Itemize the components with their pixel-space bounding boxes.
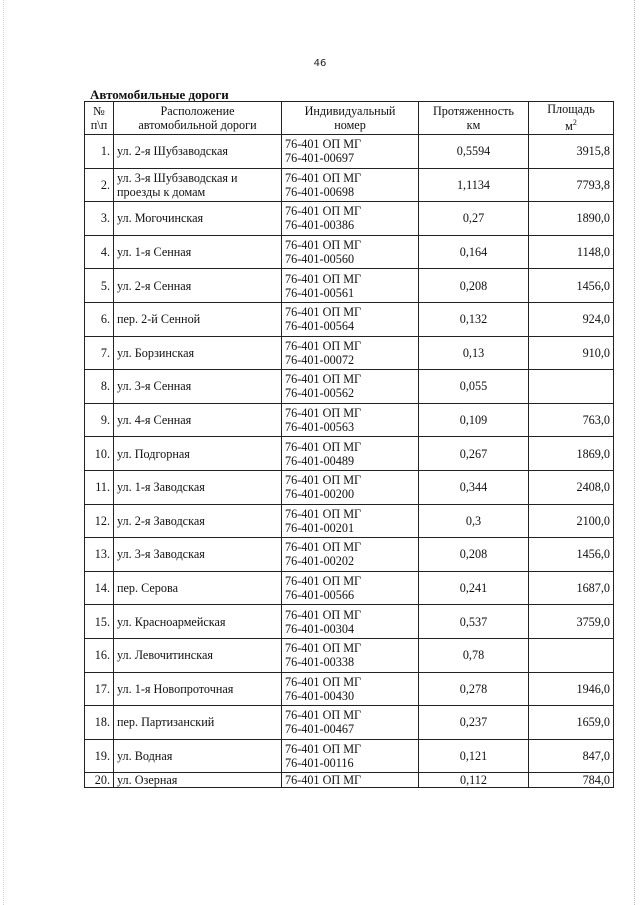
location-line1: ул. Борзинская: [117, 345, 195, 360]
row-number: 17.: [94, 681, 110, 696]
area-value: 1659,0: [576, 715, 610, 730]
cell-length: [419, 403, 529, 437]
cell-number: [85, 437, 114, 471]
id-line1: 76-401 ОП МГ: [285, 238, 362, 253]
table-row: [85, 202, 614, 236]
cell-area: [529, 269, 614, 303]
area-value: 924,0: [582, 312, 610, 327]
length-value: 0,208: [459, 278, 488, 293]
cell-length: [419, 135, 529, 169]
cell-length: [419, 336, 529, 370]
row-number: 15.: [94, 614, 110, 629]
header-length: [419, 102, 529, 135]
row-number: 10.: [94, 446, 110, 461]
table-row: [85, 235, 614, 269]
cell-id: [282, 202, 419, 236]
cell-area: [529, 605, 614, 639]
location-line1: ул. 2-я Шубзаводская: [117, 144, 228, 159]
header-length-line2: км: [466, 118, 481, 132]
id-line1: 76-401 ОП МГ: [285, 271, 362, 286]
cell-id: [282, 336, 419, 370]
id-line2: 76-401-00116: [285, 755, 354, 770]
header-id-line1: Индивидуальный: [304, 104, 396, 118]
id-line2: 76-401-00201: [285, 520, 355, 535]
id-line2: 76-401-00467: [285, 722, 355, 737]
cell-number: [85, 538, 114, 572]
cell-location: [114, 773, 282, 788]
cell-location: [114, 269, 282, 303]
cell-number: [85, 168, 114, 202]
length-value: 0,208: [459, 547, 488, 562]
cell-id: [282, 168, 419, 202]
header-location-line1: Расположение: [160, 104, 235, 118]
cell-length: [419, 773, 529, 788]
cell-id: [282, 571, 419, 605]
table-row: [85, 504, 614, 538]
cell-area: [529, 739, 614, 773]
location-line1: ул. 4-я Сенная: [117, 413, 192, 428]
area-value: 1148,0: [576, 245, 610, 260]
row-number: 6.: [100, 312, 110, 327]
length-value: 0,121: [459, 748, 488, 763]
cell-location: [114, 135, 282, 169]
scan-edge-right: [633, 0, 635, 905]
cell-area: [529, 571, 614, 605]
area-value: 3915,8: [576, 144, 610, 159]
cell-location: [114, 672, 282, 706]
id-line2: 76-401-00566: [285, 588, 355, 603]
table-row: [85, 739, 614, 773]
cell-length: [419, 739, 529, 773]
cell-id: [282, 470, 419, 504]
cell-number: [85, 370, 114, 404]
location-line1: ул. 3-я Сенная: [117, 379, 192, 394]
location-line1: ул. Могочинская: [117, 211, 204, 226]
scan-edge-left: [3, 0, 5, 905]
id-line2: 76-401-00564: [285, 319, 355, 334]
table-row: [85, 470, 614, 504]
row-number: 7.: [100, 345, 110, 360]
row-number: 19.: [94, 748, 110, 763]
location-line1: ул. Красноармейская: [117, 614, 226, 629]
cell-id: [282, 739, 419, 773]
cell-number: [85, 202, 114, 236]
cell-number: [85, 403, 114, 437]
cell-area: [529, 672, 614, 706]
table-row: [85, 773, 614, 788]
header-num: [85, 102, 114, 135]
cell-length: [419, 302, 529, 336]
id-line1: 76-401 ОП МГ: [285, 741, 362, 756]
cell-number: [85, 638, 114, 672]
header-location-line2: автомобильной дороги: [138, 118, 257, 132]
header-area-unit: м: [565, 119, 573, 134]
location-line1: ул. 1-я Сенная: [117, 245, 192, 260]
cell-area: [529, 504, 614, 538]
length-value: 0,27: [462, 211, 485, 226]
cell-area: [529, 235, 614, 269]
area-value: 7793,8: [576, 177, 610, 192]
cell-length: [419, 202, 529, 236]
id-line1: 76-401 ОП МГ: [285, 607, 362, 622]
cell-area: [529, 638, 614, 672]
area-value: 3759,0: [576, 614, 610, 629]
id-line1: 76-401 ОП МГ: [285, 204, 362, 219]
length-value: 0,055: [459, 379, 488, 394]
id-line1: 76-401 ОП МГ: [285, 674, 362, 689]
area-value: 1687,0: [576, 581, 610, 596]
length-value: 0,267: [459, 446, 488, 461]
cell-id: [282, 135, 419, 169]
row-number: 13.: [94, 547, 110, 562]
cell-length: [419, 370, 529, 404]
location-line1: ул. 2-я Заводская: [117, 513, 205, 528]
id-line2: 76-401-00338: [285, 655, 355, 670]
cell-area: [529, 437, 614, 471]
cell-length: [419, 538, 529, 572]
length-value: 0,112: [460, 773, 487, 788]
cell-location: [114, 504, 282, 538]
row-number: 9.: [100, 413, 110, 428]
table-row: [85, 437, 614, 471]
id-line1: 76-401 ОП МГ: [285, 305, 362, 320]
id-line2: 76-401-00561: [285, 285, 355, 300]
cell-length: [419, 672, 529, 706]
cell-location: [114, 168, 282, 202]
table-row: [85, 269, 614, 303]
area-value: 1946,0: [576, 681, 610, 696]
cell-location: [114, 437, 282, 471]
header-num-line1: №: [93, 104, 105, 118]
cell-location: [114, 538, 282, 572]
table-row: [85, 370, 614, 404]
cell-number: [85, 605, 114, 639]
row-number: 8.: [100, 379, 110, 394]
table-row: [85, 571, 614, 605]
row-number: 3.: [100, 211, 110, 226]
cell-location: [114, 336, 282, 370]
cell-location: [114, 605, 282, 639]
table-row: [85, 706, 614, 740]
area-value: 784,0: [582, 773, 610, 788]
cell-id: [282, 403, 419, 437]
cell-area: [529, 370, 614, 404]
id-line1: 76-401 ОП МГ: [285, 773, 362, 788]
header-num-line2: п\п: [90, 118, 108, 132]
row-number: 20.: [94, 773, 110, 788]
cell-id: [282, 538, 419, 572]
table-row: [85, 672, 614, 706]
cell-number: [85, 773, 114, 788]
cell-id: [282, 773, 419, 788]
id-line2: 76-401-00489: [285, 453, 355, 468]
area-value: 763,0: [582, 413, 610, 428]
table-row: [85, 638, 614, 672]
length-value: 0,13: [462, 345, 485, 360]
length-value: 0,344: [459, 480, 488, 495]
cell-area: [529, 202, 614, 236]
header-id: [282, 102, 419, 135]
row-number: 12.: [94, 513, 110, 528]
cell-id: [282, 302, 419, 336]
cell-area: [529, 538, 614, 572]
cell-number: [85, 672, 114, 706]
cell-id: [282, 638, 419, 672]
id-line2: 76-401-00697: [285, 151, 355, 166]
location-line1: пер. Серова: [117, 581, 178, 596]
cell-area: [529, 470, 614, 504]
cell-number: [85, 135, 114, 169]
table-row: [85, 168, 614, 202]
table-row: [85, 135, 614, 169]
length-value: 0,237: [459, 715, 488, 730]
location-line1: пер. 2-й Сенной: [117, 312, 201, 327]
location-line1: ул. 3-я Шубзаводская и: [117, 170, 238, 185]
cell-area: [529, 302, 614, 336]
cell-area: [529, 168, 614, 202]
length-value: 0,5594: [456, 144, 491, 159]
id-line2: 76-401-00072: [285, 352, 355, 367]
cell-number: [85, 706, 114, 740]
header-area-line1: Площадь: [547, 102, 595, 117]
location-line1: ул. 1-я Заводская: [117, 480, 205, 495]
id-line2: 76-401-00386: [285, 218, 355, 233]
area-value: 1869,0: [576, 446, 610, 461]
cell-area: [529, 773, 614, 788]
cell-area: [529, 706, 614, 740]
id-line2: 76-401-00200: [285, 487, 355, 502]
id-line1: 76-401 ОП МГ: [285, 439, 362, 454]
id-line2: 76-401-00698: [285, 184, 355, 199]
cell-length: [419, 470, 529, 504]
cell-location: [114, 403, 282, 437]
area-value: 1456,0: [576, 547, 610, 562]
area-value: 910,0: [582, 345, 610, 360]
location-line1: ул. Левочитинская: [117, 648, 213, 663]
cell-location: [114, 739, 282, 773]
cell-number: [85, 235, 114, 269]
area-value: 1456,0: [576, 278, 610, 293]
area-value: 847,0: [582, 748, 610, 763]
id-line1: 76-401 ОП МГ: [285, 641, 362, 656]
id-line1: 76-401 ОП МГ: [285, 372, 362, 387]
location-line1: ул. 3-я Заводская: [117, 547, 205, 562]
cell-length: [419, 168, 529, 202]
area-value: 1890,0: [576, 211, 610, 226]
length-value: 0,109: [459, 413, 488, 428]
cell-area: [529, 336, 614, 370]
cell-id: [282, 235, 419, 269]
row-number: 5.: [100, 278, 110, 293]
id-line1: 76-401 ОП МГ: [285, 170, 362, 185]
cell-id: [282, 504, 419, 538]
cell-location: [114, 235, 282, 269]
cell-id: [282, 672, 419, 706]
row-number: 1.: [100, 144, 110, 159]
row-number: 16.: [94, 648, 110, 663]
cell-number: [85, 336, 114, 370]
cell-id: [282, 605, 419, 639]
cell-location: [114, 470, 282, 504]
row-number: 11.: [95, 480, 110, 495]
table-row: [85, 336, 614, 370]
cell-location: [114, 571, 282, 605]
table-header-row: [85, 102, 614, 135]
row-number: 2.: [100, 177, 110, 192]
cell-number: [85, 571, 114, 605]
cell-length: [419, 235, 529, 269]
cell-number: [85, 504, 114, 538]
length-value: 0,241: [459, 581, 488, 596]
id-line2: 76-401-00562: [285, 386, 355, 401]
location-line1: ул. 1-я Новопроточная: [117, 681, 234, 696]
id-line2: 76-401-00430: [285, 688, 355, 703]
roads-table: [84, 101, 614, 788]
cell-location: [114, 638, 282, 672]
cell-number: [85, 302, 114, 336]
id-line2: 76-401-00202: [285, 554, 355, 569]
cell-length: [419, 269, 529, 303]
location-line1: ул. Озерная: [117, 773, 178, 788]
header-area: [529, 102, 614, 135]
table-row: [85, 605, 614, 639]
location-line1: пер. Партизанский: [117, 715, 215, 730]
id-line1: 76-401 ОП МГ: [285, 473, 362, 488]
page-number: 46: [313, 58, 327, 69]
header-area-sup: 2: [572, 118, 577, 128]
id-line1: 76-401 ОП МГ: [285, 506, 362, 521]
cell-id: [282, 370, 419, 404]
length-value: 0,132: [459, 312, 488, 327]
location-line2: проезды к домам: [117, 184, 206, 199]
id-line1: 76-401 ОП МГ: [285, 708, 362, 723]
id-line2: 76-401-00560: [285, 252, 355, 267]
length-value: 1,1134: [456, 177, 491, 192]
cell-length: [419, 638, 529, 672]
header-location: [114, 102, 282, 135]
table-row: [85, 403, 614, 437]
length-value: 0,278: [459, 681, 488, 696]
cell-location: [114, 370, 282, 404]
cell-area: [529, 403, 614, 437]
cell-length: [419, 605, 529, 639]
length-value: 0,537: [459, 614, 488, 629]
id-line1: 76-401 ОП МГ: [285, 574, 362, 589]
section-title: Автомобильные дороги: [90, 87, 229, 102]
header-length-line1: Протяженность: [432, 104, 514, 118]
cell-location: [114, 302, 282, 336]
table-row: [85, 538, 614, 572]
cell-length: [419, 571, 529, 605]
row-number: 4.: [100, 245, 110, 260]
cell-length: [419, 437, 529, 471]
row-number: 14.: [94, 581, 110, 596]
cell-length: [419, 706, 529, 740]
length-value: 0,78: [462, 648, 485, 663]
location-line1: ул. Водная: [117, 748, 173, 763]
area-value: 2408,0: [576, 480, 610, 495]
location-line1: ул. 2-я Сенная: [117, 278, 192, 293]
cell-id: [282, 706, 419, 740]
cell-number: [85, 739, 114, 773]
cell-length: [419, 504, 529, 538]
id-line2: 76-401-00563: [285, 420, 355, 435]
row-number: 18.: [94, 715, 110, 730]
cell-number: [85, 269, 114, 303]
length-value: 0,3: [465, 513, 482, 528]
area-value: 2100,0: [576, 513, 610, 528]
cell-area: [529, 135, 614, 169]
id-line1: 76-401 ОП МГ: [285, 406, 362, 421]
id-line1: 76-401 ОП МГ: [285, 137, 362, 152]
header-id-line2: номер: [334, 118, 366, 132]
length-value: 0,164: [459, 245, 488, 260]
table-row: [85, 302, 614, 336]
cell-location: [114, 706, 282, 740]
header-area-line2: [532, 116, 610, 133]
location-line1: ул. Подгорная: [117, 446, 190, 461]
id-line1: 76-401 ОП МГ: [285, 338, 362, 353]
cell-location: [114, 202, 282, 236]
cell-number: [85, 470, 114, 504]
id-line1: 76-401 ОП МГ: [285, 540, 362, 555]
cell-id: [282, 269, 419, 303]
id-line2: 76-401-00304: [285, 621, 355, 636]
cell-id: [282, 437, 419, 471]
